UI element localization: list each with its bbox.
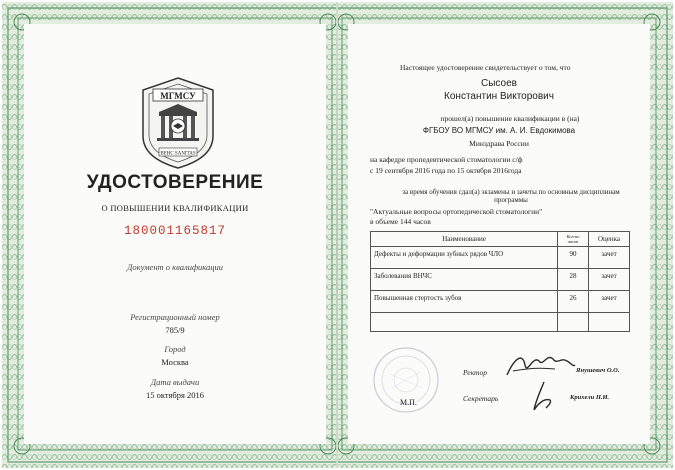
emblem-bottom-text: ВЕНС SANITAS [160, 151, 196, 157]
holder-given-names: Константин Викторович [444, 91, 554, 102]
document-title: УДОСТОВЕРЕНИЕ [86, 172, 264, 193]
secretary-label: Секретарь [463, 394, 499, 403]
holder-surname: Сысоев [481, 78, 517, 89]
column-header-name: Наименование [371, 232, 558, 247]
registration-number-label: Регистрационный номер [130, 312, 220, 322]
issue-date-label: Дата выдачи [150, 377, 200, 387]
table-row [371, 291, 630, 313]
empty-cell [371, 313, 558, 332]
table-header-row [371, 232, 630, 247]
course-hours: 28 [558, 269, 589, 291]
ministry-name: Минздрава России [469, 139, 529, 148]
course-grade: зачет [589, 247, 630, 269]
department-text: на кафедре пропедевтической стоматологии с/ф [370, 155, 523, 164]
registration-number: 785/9 [165, 325, 185, 335]
right-page [348, 24, 650, 444]
stamp-place-label: М.П. [400, 398, 417, 407]
empty-cell [589, 313, 630, 332]
secretary-name: Крихели Н.И. [570, 394, 610, 401]
document-type: Документ о квалификации [126, 262, 224, 272]
passed-text: прошел(а) повышение квалификации в (на) [440, 114, 580, 123]
program-volume: в объеме 144 часов [370, 217, 431, 226]
issue-date: 15 октября 2016 [145, 390, 204, 400]
table-row [371, 247, 630, 269]
document-subtitle: О ПОВЫШЕНИИ КВАЛИФИКАЦИИ [101, 203, 249, 213]
study-period: с 19 сентября 2016 года по 15 октября 2016года [370, 166, 522, 175]
intro-text: Настоящее удостоверение свидетельствует о том, что [400, 63, 571, 72]
rector-signature-icon [503, 349, 577, 383]
program-label: программы [494, 196, 528, 204]
university-emblem-icon [139, 76, 217, 170]
certificate-sheet [2, 2, 673, 468]
course-hours: 26 [558, 291, 589, 313]
course-grade: зачет [589, 269, 630, 291]
courses-table [370, 231, 630, 332]
rector-label: Ректор [463, 368, 487, 377]
organization-name: ФГБОУ ВО МГМСУ им. А. И. Евдокимова [422, 126, 576, 135]
course-grade: зачет [589, 291, 630, 313]
program-title: "Актуальные вопросы ортопедической стоматологии" [370, 207, 543, 216]
city-label: Город [164, 344, 186, 354]
rector-name: Янушевич О.О. [576, 367, 620, 374]
page-fold [336, 2, 338, 468]
course-name: Заболевания ВНЧС [371, 269, 558, 291]
secretary-signature-icon [526, 380, 558, 412]
left-page [24, 24, 326, 444]
column-header-grade: Оценка [589, 232, 630, 247]
city-value: Москва [161, 357, 189, 367]
exams-text: за время обучения сдал(а) экзамены и зачеты по основным дисциплинам [402, 188, 620, 196]
empty-cell [558, 313, 589, 332]
table-empty-row [371, 313, 630, 332]
course-name: Дефекты и деформации зубных рядов ЧЛО [371, 247, 558, 269]
course-hours: 90 [558, 247, 589, 269]
emblem-top-text: МГМСУ [160, 91, 196, 101]
column-header-hours: Кол-во часов [558, 232, 589, 247]
certificate-number: 180001165817 [123, 224, 226, 238]
course-name: Повышенная стертость зубов [371, 291, 558, 313]
table-row [371, 269, 630, 291]
